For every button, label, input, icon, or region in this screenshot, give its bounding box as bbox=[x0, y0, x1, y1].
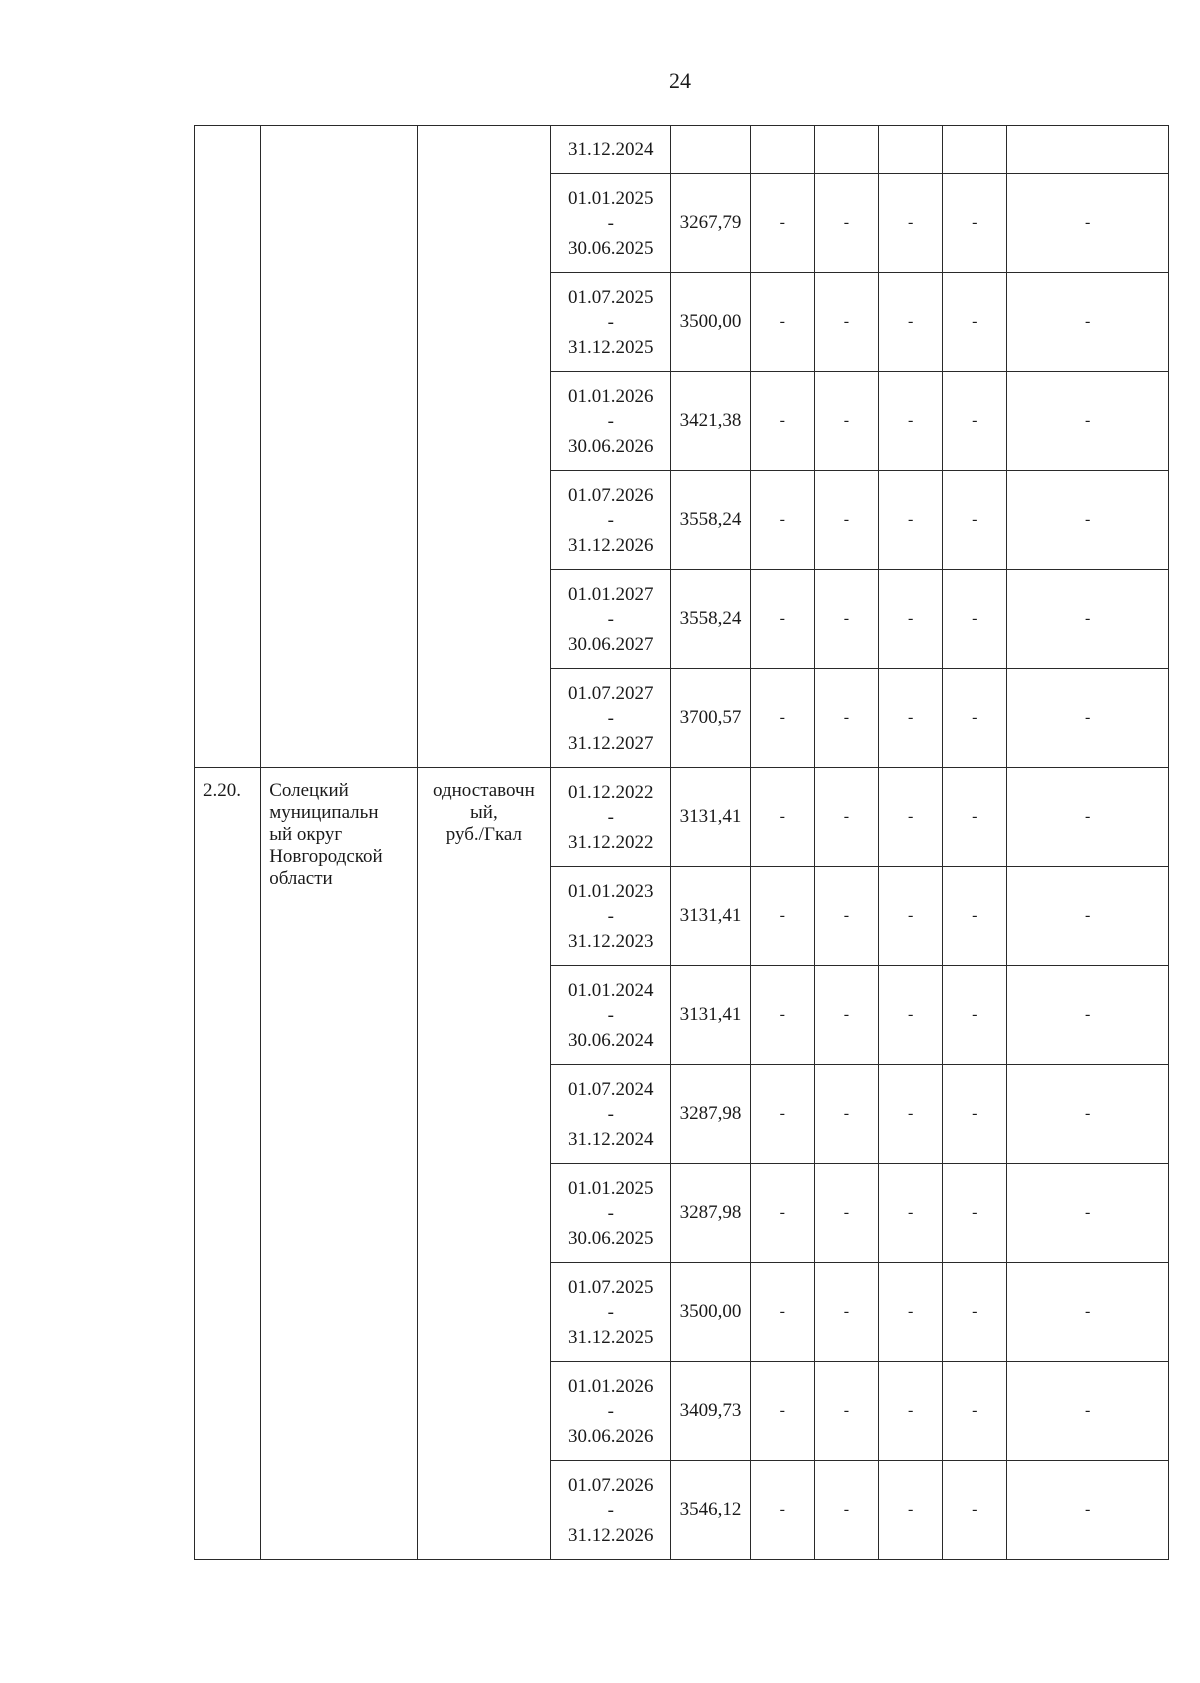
dash-cell: - bbox=[1007, 1461, 1169, 1560]
tariff-value-cell bbox=[671, 768, 750, 867]
unit-cell-empty bbox=[417, 126, 550, 768]
period-separator: - bbox=[607, 1499, 614, 1521]
period-end: 30.06.2026 bbox=[568, 435, 654, 457]
dash-cell: - bbox=[750, 669, 814, 768]
dash-cell: - bbox=[814, 867, 878, 966]
tariff-value-cell bbox=[671, 1065, 750, 1164]
entry-name-line: Новгородской bbox=[269, 846, 383, 867]
tariff-value-cell bbox=[671, 1461, 750, 1560]
entry-name-line: ый округ bbox=[269, 824, 343, 845]
dash-cell: - bbox=[943, 768, 1007, 867]
tariff-value: 3700,57 bbox=[679, 707, 742, 728]
tariff-value-cell bbox=[671, 174, 750, 273]
dash-cell: - bbox=[750, 1461, 814, 1560]
dash-cell: - bbox=[879, 1065, 943, 1164]
dash-cell: - bbox=[750, 570, 814, 669]
tariff-value-cell bbox=[671, 867, 750, 966]
table-row bbox=[195, 768, 1169, 867]
period-end: 30.06.2024 bbox=[568, 1029, 654, 1051]
period-start: 01.01.2025 bbox=[568, 187, 654, 209]
period-separator: - bbox=[607, 905, 614, 927]
dash-cell: - bbox=[879, 1461, 943, 1560]
period-end: 31.12.2023 bbox=[568, 930, 654, 952]
period-cell bbox=[551, 966, 671, 1065]
dash-cell: - bbox=[750, 768, 814, 867]
period-start: 01.01.2026 bbox=[568, 385, 654, 407]
table-row bbox=[195, 126, 1169, 174]
tariff-value-cell bbox=[671, 669, 750, 768]
tariff-value-cell bbox=[671, 1164, 750, 1263]
dash-cell: - bbox=[943, 570, 1007, 669]
dash-cell: - bbox=[879, 669, 943, 768]
period-end: 30.06.2025 bbox=[568, 237, 654, 259]
dash-cell: - bbox=[879, 1362, 943, 1461]
dash-cell: - bbox=[750, 471, 814, 570]
period-end: 31.12.2025 bbox=[568, 1326, 654, 1348]
dash-cell: - bbox=[814, 1164, 878, 1263]
tariff-value: 3131,41 bbox=[679, 1004, 742, 1025]
period-separator: - bbox=[607, 608, 614, 630]
period-cell bbox=[551, 174, 671, 273]
dash-cell: - bbox=[943, 273, 1007, 372]
period-end: 31.12.2025 bbox=[568, 336, 654, 358]
period-end: 30.06.2027 bbox=[568, 633, 654, 655]
period-separator: - bbox=[607, 311, 614, 333]
dash-cell: - bbox=[943, 174, 1007, 273]
period-start: 01.12.2022 bbox=[568, 781, 654, 803]
period-start: 01.07.2026 bbox=[568, 484, 654, 506]
tariff-value: 3558,24 bbox=[679, 509, 742, 530]
dash-cell: - bbox=[1007, 570, 1169, 669]
dash-cell: - bbox=[750, 1164, 814, 1263]
period-separator: - bbox=[607, 509, 614, 531]
period-end: 30.06.2025 bbox=[568, 1227, 654, 1249]
tariff-value: 3409,73 bbox=[679, 1400, 742, 1421]
dash-cell: - bbox=[943, 867, 1007, 966]
table-body bbox=[195, 126, 1169, 768]
period-cell bbox=[551, 1164, 671, 1263]
tariff-value: 3131,41 bbox=[679, 806, 742, 827]
dash-cell: - bbox=[879, 570, 943, 669]
period-start: 01.07.2025 bbox=[568, 1276, 654, 1298]
tariff-value: 3267,79 bbox=[679, 212, 742, 233]
empty-cell bbox=[943, 126, 1007, 174]
tariff-value-cell bbox=[671, 966, 750, 1065]
dash-cell: - bbox=[879, 966, 943, 1065]
value-cell-empty bbox=[671, 126, 750, 174]
dash-cell: - bbox=[750, 1362, 814, 1461]
dash-cell: - bbox=[1007, 966, 1169, 1065]
empty-cell bbox=[1007, 126, 1169, 174]
entry-name-cell bbox=[261, 768, 417, 1560]
dash-cell: - bbox=[879, 471, 943, 570]
entry-unit-cell bbox=[417, 768, 550, 1560]
period-start: 01.01.2026 bbox=[568, 1375, 654, 1397]
dash-cell: - bbox=[750, 273, 814, 372]
dash-cell: - bbox=[814, 1362, 878, 1461]
dash-cell: - bbox=[750, 966, 814, 1065]
tariff-value: 3287,98 bbox=[679, 1202, 742, 1223]
period-cell bbox=[551, 471, 671, 570]
dash-cell: - bbox=[1007, 273, 1169, 372]
period-separator: - bbox=[607, 1400, 614, 1422]
tariff-value-cell bbox=[671, 1263, 750, 1362]
dash-cell: - bbox=[943, 669, 1007, 768]
tariff-value-cell bbox=[671, 1362, 750, 1461]
dash-cell: - bbox=[943, 471, 1007, 570]
period-separator: - bbox=[607, 1202, 614, 1224]
dash-cell: - bbox=[943, 1065, 1007, 1164]
dash-cell: - bbox=[814, 273, 878, 372]
dash-cell: - bbox=[814, 174, 878, 273]
dash-cell: - bbox=[814, 570, 878, 669]
period-cell bbox=[551, 1362, 671, 1461]
period-cell bbox=[551, 372, 671, 471]
name-cell-empty bbox=[261, 126, 417, 768]
dash-cell: - bbox=[943, 372, 1007, 471]
entry-unit-line: руб./Гкал bbox=[445, 824, 522, 845]
dash-cell: - bbox=[943, 1362, 1007, 1461]
tariff-value-cell bbox=[671, 471, 750, 570]
tariff-table bbox=[194, 125, 1169, 1560]
dash-cell: - bbox=[814, 966, 878, 1065]
period-start: 01.01.2024 bbox=[568, 979, 654, 1001]
dash-cell: - bbox=[1007, 1362, 1169, 1461]
period-separator: - bbox=[607, 707, 614, 729]
period-start: 01.07.2024 bbox=[568, 1078, 654, 1100]
dash-cell: - bbox=[814, 669, 878, 768]
tariff-value-cell bbox=[671, 273, 750, 372]
period-end: 31.12.2024 bbox=[568, 1128, 654, 1150]
period-cell: 31.12.2024 bbox=[551, 126, 671, 174]
period-separator: - bbox=[607, 1301, 614, 1323]
period-separator: - bbox=[607, 1004, 614, 1026]
dash-cell: - bbox=[879, 372, 943, 471]
period-start: 01.07.2026 bbox=[568, 1474, 654, 1496]
entry-name-line: области bbox=[269, 868, 333, 889]
period-separator: - bbox=[607, 806, 614, 828]
period-cell bbox=[551, 768, 671, 867]
dash-cell: - bbox=[1007, 372, 1169, 471]
period-start: 01.01.2025 bbox=[568, 1177, 654, 1199]
period-cell bbox=[551, 1065, 671, 1164]
dash-cell: - bbox=[1007, 174, 1169, 273]
period-cell bbox=[551, 1263, 671, 1362]
entry-name-line: Солецкий bbox=[269, 780, 349, 801]
tariff-value: 3500,00 bbox=[679, 311, 742, 332]
dash-cell: - bbox=[1007, 471, 1169, 570]
dash-cell: - bbox=[814, 1461, 878, 1560]
period-start: 01.01.2027 bbox=[568, 583, 654, 605]
dash-cell: - bbox=[750, 1263, 814, 1362]
entry-number: 2.20. bbox=[195, 768, 261, 1560]
tariff-value-cell bbox=[671, 372, 750, 471]
period-end: 31.12.2027 bbox=[568, 732, 654, 754]
tariff-value: 3131,41 bbox=[679, 905, 742, 926]
period-end: 31.12.2026 bbox=[568, 1524, 654, 1546]
dash-cell: - bbox=[879, 1263, 943, 1362]
dash-cell: - bbox=[1007, 669, 1169, 768]
dash-cell: - bbox=[750, 372, 814, 471]
dash-cell: - bbox=[879, 768, 943, 867]
period-end: 31.12.2026 bbox=[568, 534, 654, 556]
period-start: 01.07.2025 bbox=[568, 286, 654, 308]
period-end: 30.06.2026 bbox=[568, 1425, 654, 1447]
dash-cell: - bbox=[1007, 1263, 1169, 1362]
period-cell bbox=[551, 1461, 671, 1560]
empty-cell bbox=[814, 126, 878, 174]
period-end: 31.12.2022 bbox=[568, 831, 654, 853]
empty-cell bbox=[750, 126, 814, 174]
period-cell bbox=[551, 273, 671, 372]
scan-edge-mark bbox=[0, 1673, 30, 1683]
tariff-value: 3287,98 bbox=[679, 1103, 742, 1124]
period-cell bbox=[551, 669, 671, 768]
dash-cell: - bbox=[943, 966, 1007, 1065]
dash-cell: - bbox=[879, 273, 943, 372]
tariff-value: 3558,24 bbox=[679, 608, 742, 629]
dash-cell: - bbox=[1007, 1164, 1169, 1263]
entry-name-line: муниципальн bbox=[269, 802, 379, 823]
dash-cell: - bbox=[879, 1164, 943, 1263]
page-number: 24 bbox=[669, 68, 691, 93]
dash-cell: - bbox=[943, 1263, 1007, 1362]
period-start: 01.01.2023 bbox=[568, 880, 654, 902]
dash-cell: - bbox=[1007, 867, 1169, 966]
dash-cell: - bbox=[814, 471, 878, 570]
entry-rows bbox=[195, 768, 1169, 1560]
period-start: 01.07.2027 bbox=[568, 682, 654, 704]
tariff-value: 3500,00 bbox=[679, 1301, 742, 1322]
dash-cell: - bbox=[814, 372, 878, 471]
period-separator: - bbox=[607, 1103, 614, 1125]
dash-cell: - bbox=[1007, 768, 1169, 867]
entry-unit-line: ый, bbox=[470, 802, 498, 823]
dash-cell: - bbox=[750, 1065, 814, 1164]
number-cell-empty bbox=[195, 126, 261, 768]
dash-cell: - bbox=[1007, 1065, 1169, 1164]
period-cell bbox=[551, 867, 671, 966]
dash-cell: - bbox=[879, 174, 943, 273]
entry-unit-line: одноставочн bbox=[433, 780, 535, 801]
dash-cell: - bbox=[750, 174, 814, 273]
period-separator: - bbox=[607, 410, 614, 432]
dash-cell: - bbox=[814, 1065, 878, 1164]
dash-cell: - bbox=[943, 1461, 1007, 1560]
tariff-value-cell bbox=[671, 570, 750, 669]
period-cell bbox=[551, 570, 671, 669]
tariff-value: 3421,38 bbox=[679, 410, 742, 431]
dash-cell: - bbox=[814, 1263, 878, 1362]
tariff-value: 3546,12 bbox=[679, 1499, 742, 1520]
empty-cell bbox=[879, 126, 943, 174]
dash-cell: - bbox=[879, 867, 943, 966]
dash-cell: - bbox=[943, 1164, 1007, 1263]
period-separator: - bbox=[607, 212, 614, 234]
dash-cell: - bbox=[814, 768, 878, 867]
dash-cell: - bbox=[750, 867, 814, 966]
